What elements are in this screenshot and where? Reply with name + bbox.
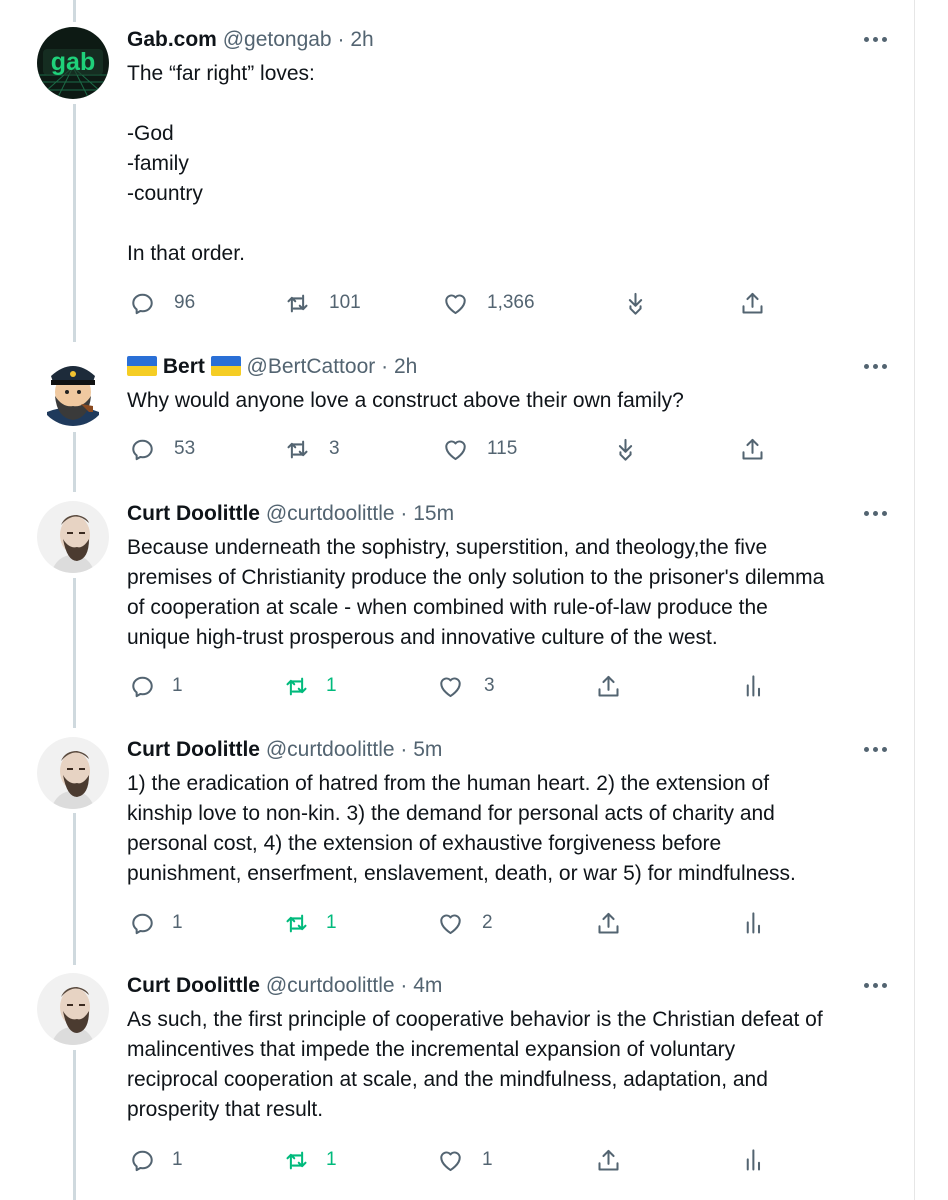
retweet-count: 3 <box>329 438 340 459</box>
tweet-header <box>127 973 442 999</box>
ukraine-flag-icon <box>127 356 157 376</box>
reply-button[interactable] <box>129 908 183 938</box>
reply-icon <box>129 436 156 463</box>
handle[interactable]: @curtdoolittle <box>265 738 395 761</box>
like-icon <box>442 290 469 317</box>
tweet[interactable] <box>0 973 914 1188</box>
like-button[interactable] <box>442 434 517 464</box>
retweet-icon <box>283 673 310 700</box>
analytics-icon <box>741 1147 768 1174</box>
analytics-button[interactable] <box>741 908 768 938</box>
retweet-button[interactable] <box>283 908 337 938</box>
share-icon <box>739 436 766 463</box>
analytics-icon <box>741 910 768 937</box>
timeline-border <box>914 0 915 1200</box>
tweet[interactable] <box>0 737 914 947</box>
tweet-text: Why would anyone love a construct above their own family? <box>127 389 684 412</box>
like-button[interactable] <box>437 908 493 938</box>
avatar[interactable] <box>37 737 109 809</box>
display-name[interactable]: Curt Doolittle <box>127 974 260 997</box>
timestamp[interactable]: 5m <box>413 738 443 761</box>
ukraine-flag-icon <box>211 356 241 376</box>
like-count: 3 <box>484 675 495 696</box>
handle[interactable]: @getongab <box>222 28 332 51</box>
like-count: 1,366 <box>487 292 535 313</box>
retweet-icon <box>283 1147 310 1174</box>
like-count: 1 <box>482 1149 493 1170</box>
tweet-header <box>127 737 442 763</box>
share-button[interactable] <box>739 434 766 464</box>
analytics-button[interactable] <box>741 1145 768 1175</box>
analytics-button[interactable] <box>741 671 768 701</box>
tweet[interactable] <box>0 27 914 327</box>
tweet[interactable] <box>0 354 914 474</box>
reply-button[interactable] <box>129 671 183 701</box>
handle[interactable]: @BertCattoor <box>246 355 376 378</box>
avatar[interactable] <box>37 354 109 426</box>
display-name[interactable]: Curt Doolittle <box>127 502 260 525</box>
download-icon <box>622 290 649 317</box>
reply-icon <box>129 1147 156 1174</box>
timestamp[interactable]: 15m <box>413 502 455 525</box>
retweet-count: 101 <box>329 292 361 313</box>
more-options-icon[interactable] <box>864 362 888 372</box>
retweet-count: 1 <box>326 912 337 933</box>
handle[interactable]: @curtdoolittle <box>265 502 395 525</box>
tweet-text: As such, the first principle of cooperative behavior is the Christian defeat of malincentives that impede the incremental expansion of voluntary reciprocal cooperation at scale, and the mindfulness, adaptation, and prosperity that result. <box>127 1008 823 1121</box>
retweet-icon <box>284 436 311 463</box>
download-button[interactable] <box>622 288 649 318</box>
tweet-text: Because underneath the sophistry, superstition, and theology,the five premises of Christianity produce the only solution to the prisoner's dilemma of cooperation at scale - when combined with rule-of-law produce the unique high-trust prosperous and innovative culture of the west. <box>127 536 825 649</box>
reply-count: 96 <box>174 292 196 313</box>
retweet-icon <box>284 290 311 317</box>
reply-button[interactable] <box>129 1145 183 1175</box>
separator: · <box>400 502 408 525</box>
like-button[interactable] <box>437 671 495 701</box>
separator: · <box>337 28 345 51</box>
like-icon <box>442 436 469 463</box>
tweet[interactable] <box>0 501 914 711</box>
retweet-count: 1 <box>326 1149 337 1170</box>
tweet-header <box>127 354 417 380</box>
thread-line <box>73 0 76 22</box>
like-count: 115 <box>487 438 518 459</box>
retweet-button[interactable] <box>283 671 337 701</box>
reply-icon <box>129 290 156 317</box>
share-icon <box>595 910 622 937</box>
analytics-icon <box>741 673 768 700</box>
separator: · <box>381 355 389 378</box>
retweet-icon <box>283 910 310 937</box>
timestamp[interactable]: 4m <box>413 974 443 997</box>
tweet-text: The “far right” loves: -God -family -country In that order. <box>127 62 315 265</box>
retweet-count: 1 <box>326 675 337 696</box>
share-button[interactable] <box>595 671 622 701</box>
share-button[interactable] <box>595 1145 622 1175</box>
separator: · <box>400 974 408 997</box>
avatar[interactable] <box>37 27 109 99</box>
reply-icon <box>129 673 156 700</box>
display-name[interactable]: Gab.com <box>127 28 217 51</box>
more-options-icon[interactable] <box>864 745 888 755</box>
share-button[interactable] <box>595 908 622 938</box>
separator: · <box>400 738 408 761</box>
reply-button[interactable] <box>129 288 195 318</box>
download-icon <box>612 436 639 463</box>
like-button[interactable] <box>437 1145 493 1175</box>
reply-count: 1 <box>172 675 183 696</box>
reply-icon <box>129 910 156 937</box>
like-count: 2 <box>482 912 493 933</box>
handle[interactable]: @curtdoolittle <box>265 974 395 997</box>
avatar[interactable] <box>37 501 109 573</box>
tweet-header <box>127 27 374 53</box>
retweet-button[interactable] <box>284 434 340 464</box>
reply-count: 53 <box>174 438 196 459</box>
download-button[interactable] <box>612 434 639 464</box>
display-name[interactable]: Bert <box>162 355 205 378</box>
timestamp[interactable]: 2h <box>350 28 374 51</box>
like-icon <box>437 910 464 937</box>
tweet-text: 1) the eradication of hatred from the human heart. 2) the extension of kinship love to non-kin. 3) the demand for personal acts of charity and personal cost, 4) the extension of exhaustive forgiveness before punishment, enserfment, enslavement, death, or war 5) for mindfulness. <box>127 772 796 885</box>
like-icon <box>437 1147 464 1174</box>
share-icon <box>595 1147 622 1174</box>
avatar[interactable] <box>37 973 109 1045</box>
like-button[interactable] <box>442 288 535 318</box>
share-button[interactable] <box>739 288 766 318</box>
reply-count: 1 <box>172 912 183 933</box>
more-options-icon[interactable] <box>864 35 888 45</box>
retweet-button[interactable] <box>283 1145 337 1175</box>
tweet-header <box>127 501 454 527</box>
timestamp[interactable]: 2h <box>393 355 418 378</box>
more-options-icon[interactable] <box>864 981 888 991</box>
like-icon <box>437 673 464 700</box>
reply-count: 1 <box>172 1149 183 1170</box>
reply-button[interactable] <box>129 434 195 464</box>
more-options-icon[interactable] <box>864 509 888 519</box>
share-icon <box>739 290 766 317</box>
display-name[interactable]: Curt Doolittle <box>127 738 260 761</box>
svg-text:gab: gab <box>50 48 96 76</box>
retweet-button[interactable] <box>284 288 361 318</box>
share-icon <box>595 673 622 700</box>
